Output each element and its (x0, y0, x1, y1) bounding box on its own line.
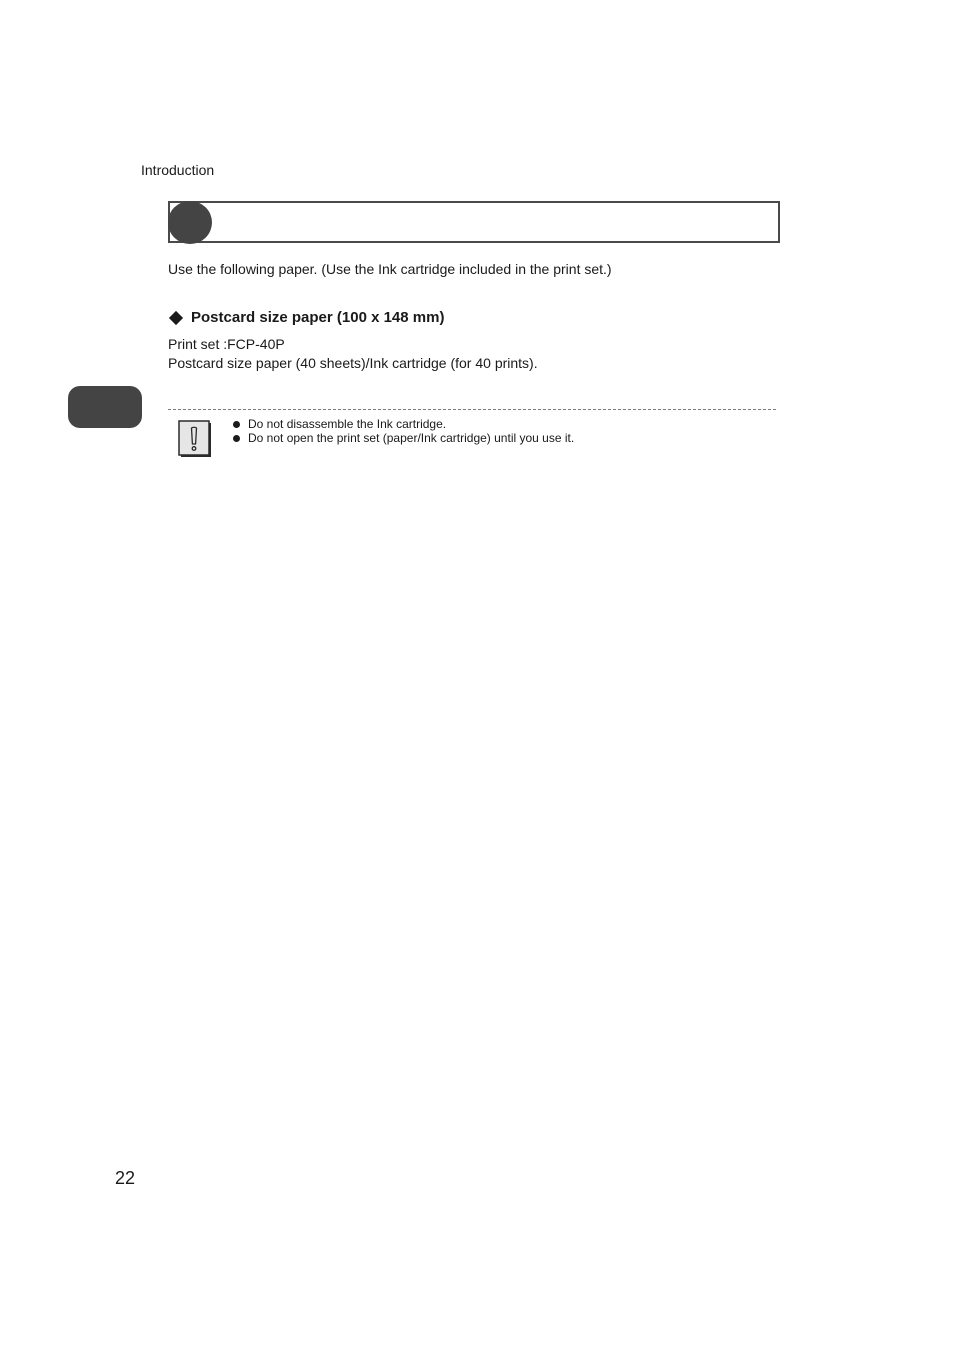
diamond-bullet-icon (169, 311, 183, 325)
paper-heading-text: Postcard size paper (100 x 148 mm) (191, 309, 445, 326)
page-number: 22 (115, 1168, 136, 1188)
note-list (233, 417, 574, 445)
heading-box (168, 201, 780, 243)
note-divider (168, 409, 776, 410)
note-item (233, 417, 574, 431)
paper-heading (168, 308, 444, 328)
note-text: Do not open the print set (paper/Ink cartridge) until you use it. (248, 431, 575, 445)
intro-text: Use the following paper. (Use the Ink cartridge included in the print set.) (168, 261, 612, 277)
note-item (233, 431, 574, 445)
note-text: Do not disassemble the Ink cartridge. (248, 417, 447, 431)
heading-marker-dot (168, 201, 212, 244)
section-label: Introduction (141, 162, 215, 178)
bullet-icon (233, 435, 240, 442)
chapter-side-tab (68, 386, 142, 428)
print-set-line: Print set :FCP-40P (168, 336, 285, 352)
contents-line: Postcard size paper (40 sheets)/Ink cartridge (for 40 prints). (168, 355, 538, 371)
caution-icon (178, 420, 212, 458)
bullet-icon (233, 421, 240, 428)
